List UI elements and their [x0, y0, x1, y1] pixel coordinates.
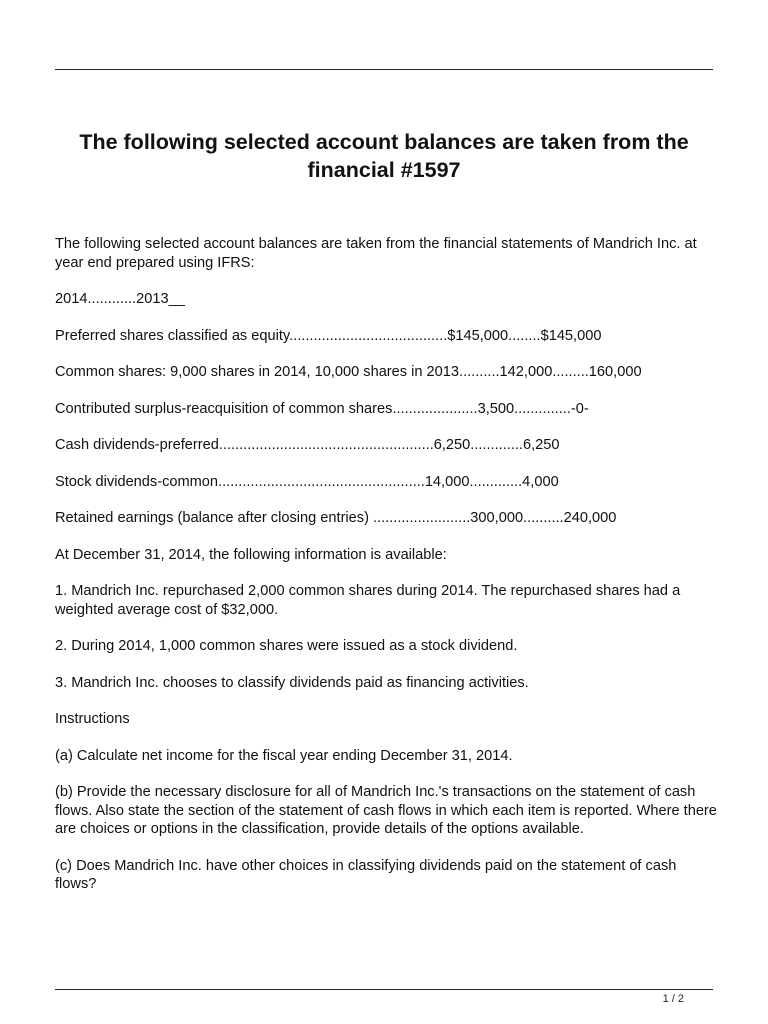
info-item-2: 2. During 2014, 1,000 common shares were issued as a stock dividend. — [55, 638, 518, 654]
balance-line-retained-earnings: Retained earnings (balance after closing entries) ........................300,000..........240,000 — [55, 510, 617, 526]
instructions-heading: Instructions — [55, 711, 130, 727]
balance-line-preferred-shares: Preferred shares classified as equity.......................................$145,000........$145,000 — [55, 327, 602, 344]
balance-line-stock-dividends: Stock dividends-common...................................................14,000.............4,000 — [55, 473, 559, 490]
footer-rule — [55, 989, 713, 990]
document-body — [55, 235, 720, 912]
balance-line-contributed-surplus: Contributed surplus-reacquisition of common shares.....................3,500..............-0- — [55, 400, 589, 417]
header-rule — [55, 69, 713, 70]
instruction-b: (b) Provide the necessary disclosure for all of Mandrich Inc.'s transactions on the statement of cash flows. Also state the section of the statement of cash flows in which each item is reported. Where there are choices or options in the classification, provide details of the options available. — [55, 784, 717, 837]
document-title: The following selected account balances are taken from the financial #1597 — [79, 130, 689, 182]
balance-line-cash-dividends: Cash dividends-preferred.....................................................6,250.............6,250 — [55, 437, 560, 453]
year-header: 2014............2013__ — [55, 291, 185, 307]
info-item-3: 3. Mandrich Inc. chooses to classify dividends paid as financing activities. — [55, 674, 529, 691]
info-heading: At December 31, 2014, the following information is available: — [55, 546, 447, 563]
intro-paragraph: The following selected account balances are taken from the financial statements of Mandrich Inc. at year end prepared using IFRS: — [55, 236, 697, 271]
balance-line-common-shares: Common shares: 9,000 shares in 2014, 10,000 shares in 2013..........142,000.........160,000 — [55, 364, 642, 380]
info-item-1: 1. Mandrich Inc. repurchased 2,000 common shares during 2014. The repurchased shares had a weighted average cost of $32,000. — [55, 583, 681, 618]
instruction-a: (a) Calculate net income for the fiscal year ending December 31, 2014. — [55, 747, 513, 764]
page-indicator: 1 / 2 — [662, 993, 684, 1005]
instruction-c: (c) Does Mandrich Inc. have other choices in classifying dividends paid on the statement of cash flows? — [55, 857, 677, 892]
